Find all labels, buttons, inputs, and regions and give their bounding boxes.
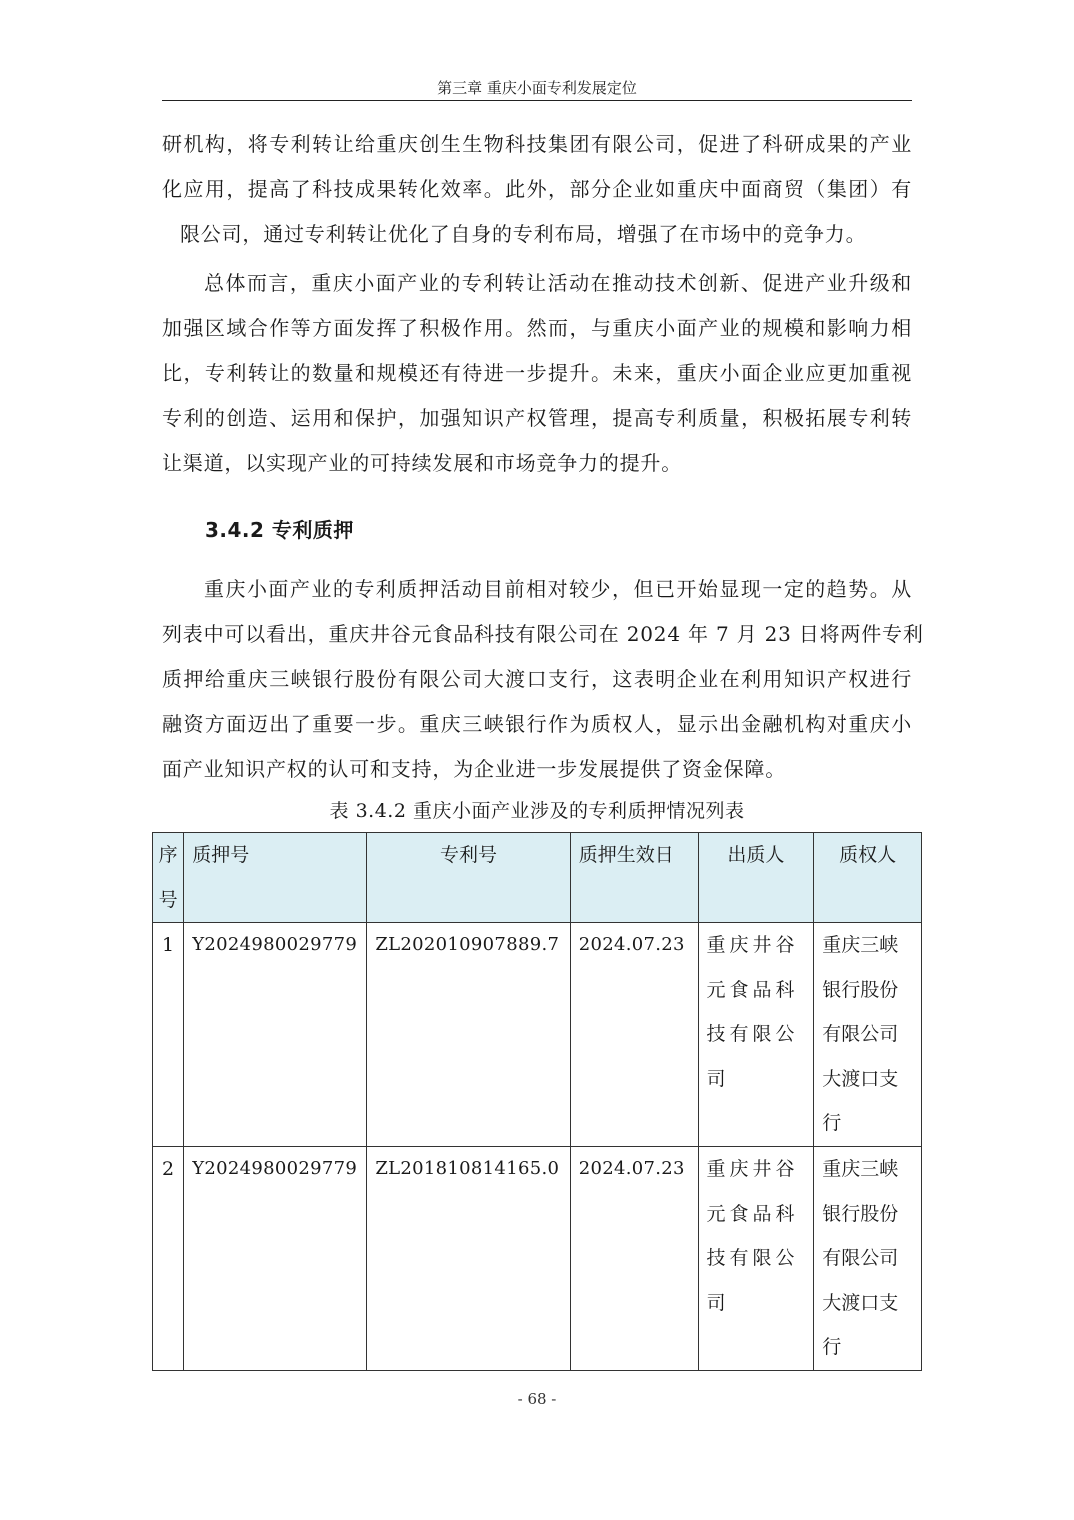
table-row [153,923,922,1147]
paragraph-line: 质押给重庆三峡银行股份有限公司大渡口支行，这表明企业在利用知识产权进行 [162,667,912,691]
table-header-row [153,833,922,923]
cell-pledge-no: Y2024980029779 [184,1147,367,1371]
cell-effective-date: 2024.07.23 [570,1147,698,1371]
paragraph-line: 让渠道，以实现产业的可持续发展和市场竞争力的提升。 [162,451,682,475]
cell-pledgee: 重庆三峡银行股份有限公司大渡口支行 [814,923,922,1147]
paragraph-line: 列表中可以看出，重庆井谷元食品科技有限公司在 2024 年 7 月 23 日将两件专利 [162,622,924,646]
paragraph-line: 加强区域合作等方面发挥了积极作用。然而，与重庆小面产业的规模和影响力相 [162,316,912,340]
cell-pledger: 重庆井谷元食品科技有限公司 [698,1147,814,1371]
cell-no: 2 [153,1147,184,1371]
pledge-table [152,832,922,1371]
paragraph-transfer-summary [162,261,912,486]
header-patent-no: 专利号 [367,833,570,923]
table-row [153,1147,922,1371]
header-effective-date: 质押生效日 [570,833,698,923]
header-rule [162,100,912,101]
header-no: 序号 [153,833,184,923]
cell-pledger: 重庆井谷元食品科技有限公司 [698,923,814,1147]
paragraph-line: 专利的创造、运用和保护，加强知识产权管理，提高专利质量，积极拓展专利转 [162,406,912,430]
page-number: - 68 - [517,1390,557,1408]
paragraph-line: 比，专利转让的数量和规模还有待进一步提升。未来，重庆小面企业应更加重视 [162,361,912,385]
paragraph-transfer-end [162,122,912,257]
cell-pledge-no: Y2024980029779 [184,923,367,1147]
paragraph-line: 研机构，将专利转让给重庆创生生物科技集团有限公司，促进了科研成果的产业 [162,132,912,156]
cell-patent-no: ZL202010907889.7 [367,923,570,1147]
cell-patent-no: ZL201810814165.0 [367,1147,570,1371]
running-header: 第三章 重庆小面专利发展定位 [437,79,637,97]
cell-no: 1 [153,923,184,1147]
paragraph-pledge [162,567,924,792]
paragraph-line: 限公司，通过专利转让优化了自身的专利布局，增强了在市场中的竞争力。 [180,222,867,246]
paragraph-line: 化应用，提高了科技成果转化效率。此外，部分企业如重庆中面商贸（集团）有 [162,177,912,201]
header-pledge-no: 质押号 [184,833,367,923]
cell-effective-date: 2024.07.23 [570,923,698,1147]
header-pledger: 出质人 [698,833,814,923]
header-pledgee: 质权人 [814,833,922,923]
section-heading: 3.4.2 专利质押 [205,518,354,542]
paragraph-line: 融资方面迈出了重要一步。重庆三峡银行作为质权人，显示出金融机构对重庆小 [162,712,912,736]
paragraph-line: 面产业知识产权的认可和支持，为企业进一步发展提供了资金保障。 [162,757,786,781]
cell-pledgee: 重庆三峡银行股份有限公司大渡口支行 [814,1147,922,1371]
paragraph-line: 总体而言，重庆小面产业的专利转让活动在推动技术创新、促进产业升级和 [204,271,912,295]
paragraph-line: 重庆小面产业的专利质押活动目前相对较少，但已开始显现一定的趋势。从 [204,577,912,601]
table-caption: 表 3.4.2 重庆小面产业涉及的专利质押情况列表 [329,800,745,822]
